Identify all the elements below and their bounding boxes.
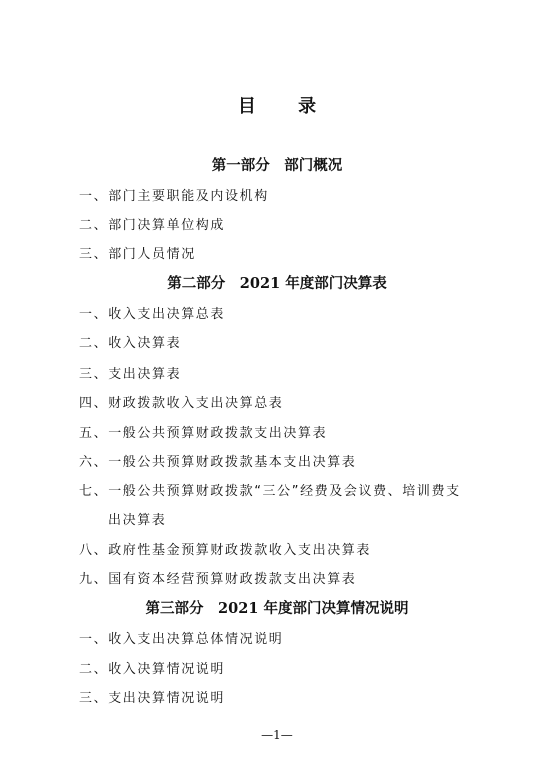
toc-item: 三、部门人员情况: [79, 247, 196, 262]
section-heading-part2: 第二部分 2021 年度部门决算表: [167, 275, 387, 292]
toc-item: 八、政府性基金预算财政拨款收入支出决算表: [79, 543, 372, 558]
toc-item: 一、收入支出决算总表: [79, 307, 226, 322]
toc-item: 一、部门主要职能及内设机构: [79, 189, 269, 204]
toc-item: 四、财政拨款收入支出决算总表: [79, 396, 284, 411]
toc-item: 二、部门决算单位构成: [79, 218, 226, 233]
page-number: —1—: [261, 728, 293, 742]
toc-item: 二、收入决算情况说明: [79, 662, 226, 677]
toc-item: 二、收入决算表: [79, 336, 182, 351]
toc-item: 三、支出决算表: [79, 367, 182, 382]
toc-item: 九、国有资本经营预算财政拨款支出决算表: [79, 572, 357, 587]
toc-item: 六、一般公共预算财政拨款基本支出决算表: [79, 455, 357, 470]
page-title: 目 录: [237, 96, 335, 117]
toc-item: 三、支出决算情况说明: [79, 691, 226, 706]
section-heading-part1: 第一部分 部门概况: [211, 157, 343, 174]
toc-item: 五、一般公共预算财政拨款支出决算表: [79, 426, 328, 441]
toc-item: 七、一般公共预算财政拨款“三公”经费及会议费、培训费支: [79, 484, 461, 499]
toc-item-continuation: 出决算表: [108, 513, 167, 528]
section-heading-part3: 第三部分 2021 年度部门决算情况说明: [145, 600, 409, 617]
toc-item: 一、收入支出决算总体情况说明: [79, 632, 284, 647]
